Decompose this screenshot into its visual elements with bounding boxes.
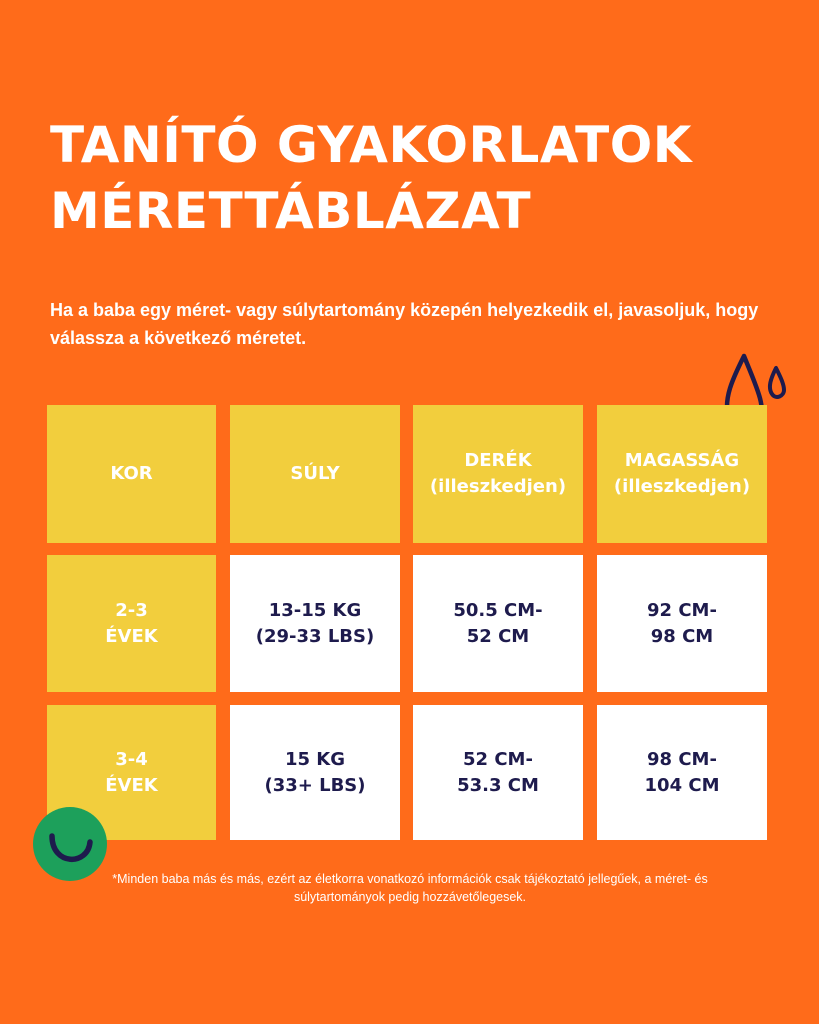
table-row-2-waist: 52 CM- 53.3 CM — [413, 705, 583, 840]
header-derek: DERÉK (illeszkedjen) — [413, 405, 583, 543]
table-row-1-weight: 13-15 KG (29-33 LBS) — [230, 555, 400, 692]
header-suly: SÚLY — [230, 405, 400, 543]
title-line-1: TANÍTÓ GYAKORLATOK — [50, 116, 692, 174]
header-kor: KOR — [47, 405, 216, 543]
table-row-2-age: 3-4 ÉVEK — [47, 705, 216, 840]
table-row-2-height: 98 CM- 104 CM — [597, 705, 767, 840]
page-title — [50, 112, 692, 244]
table-row-2-weight: 15 KG (33+ LBS) — [230, 705, 400, 840]
footnote: *Minden baba más és más, ezért az életkorra vonatkozó információk csak tájékoztató jellegűek, a méret- és súlytartományok pedig hozzávetőlegesek. — [112, 872, 708, 904]
title-line-2: MÉRETTÁBLÁZAT — [50, 182, 532, 240]
subtitle: Ha a baba egy méret- vagy súlytartomány közepén helyezkedik el, javasoljuk, hogy válassza a következő méretet. — [50, 300, 759, 348]
table-row-1-height: 92 CM- 98 CM — [597, 555, 767, 692]
header-magassag: MAGASSÁG (illeszkedjen) — [597, 405, 767, 543]
table-row-1-waist: 50.5 CM- 52 CM — [413, 555, 583, 692]
table-row-1-age: 2-3 ÉVEK — [47, 555, 216, 692]
